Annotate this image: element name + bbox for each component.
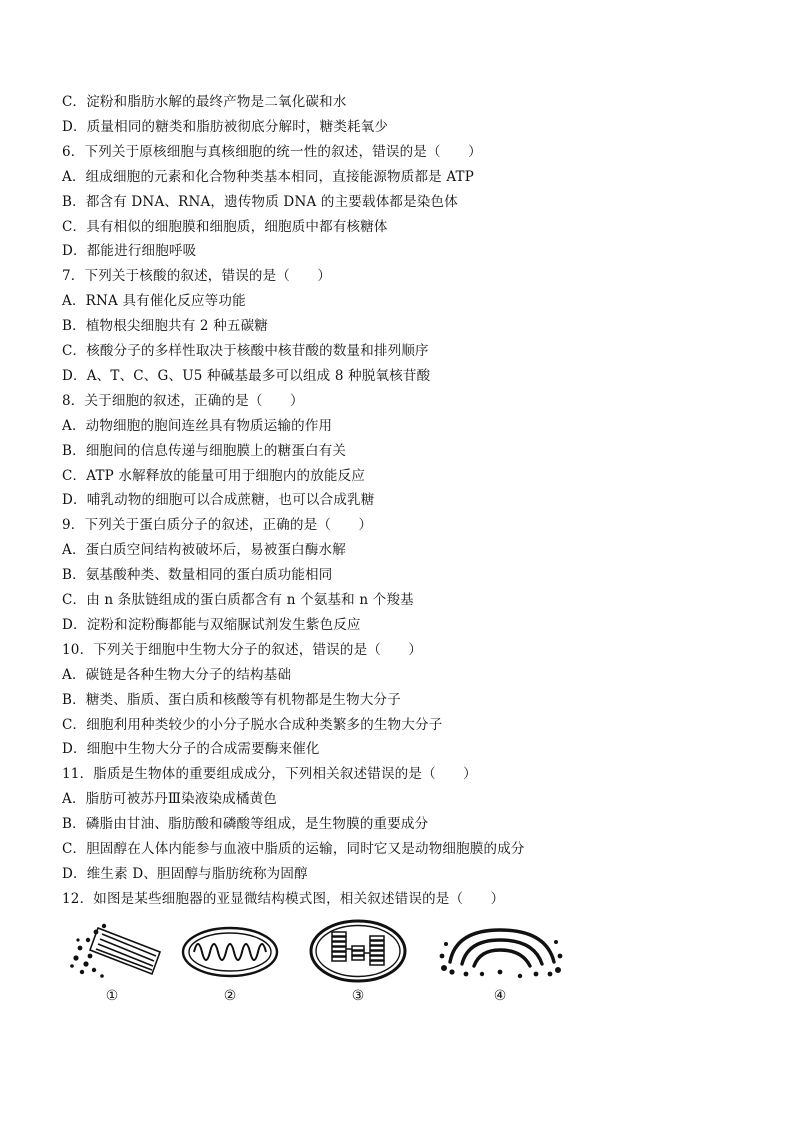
text-line: B．磷脂由甘油、脂肪酸和磷酸等组成，是生物膜的重要成分 [62, 816, 429, 833]
text-line: 6．下列关于原核细胞与真核细胞的统一性的叙述，错误的是（ ） [62, 143, 482, 160]
text-line: D．质量相同的糖类和脂肪被彻底分解时，糖类耗氧少 [62, 118, 389, 135]
text-line: A．碳链是各种生物大分子的结构基础 [62, 666, 292, 683]
text-line: D．哺乳动物的细胞可以合成蔗糖，也可以合成乳糖 [62, 492, 375, 509]
text-line: B．植物根尖细胞共有 2 种五碳糖 [62, 318, 268, 335]
figure-label-4: ④ [493, 988, 507, 1004]
text-line: C．具有相似的细胞膜和细胞质，细胞质中都有核糖体 [62, 218, 388, 235]
golgi-apparatus-icon [436, 922, 566, 984]
text-line: A．组成细胞的元素和化合物种类基本相同，直接能源物质都是 ATP [62, 168, 475, 185]
text-line: 11．脂质是生物体的重要组成成分，下列相关叙述错误的是（ ） [62, 766, 477, 783]
text-line: 9．下列关于蛋白质分子的叙述，正确的是（ ） [62, 517, 373, 534]
text-line: D．细胞中生物大分子的合成需要酶来催化 [62, 741, 320, 758]
figure-label-3: ③ [351, 988, 365, 1004]
text-line: D．维生素 D、胆固醇与脂肪统称为固醇 [62, 865, 308, 882]
text-line: D．都能进行细胞呼吸 [62, 243, 197, 260]
text-line: 7．下列关于核酸的叙述，错误的是（ ） [62, 268, 332, 285]
text-line: A．RNA 具有催化反应等功能 [62, 293, 246, 310]
endoplasmic-reticulum-icon [68, 918, 168, 982]
text-line: C．细胞利用种类较少的小分子脱水合成种类繁多的生物大分子 [62, 716, 443, 733]
chloroplast-icon [308, 918, 408, 984]
text-line: B．糖类、脂质、蛋白质和核酸等有机物都是生物大分子 [62, 691, 401, 708]
figure-label-2: ② [223, 988, 237, 1004]
text-line: C．ATP 水解释放的能量可用于细胞内的放能反应 [62, 467, 366, 484]
text-line: D．A、T、C、G、U5 种碱基最多可以组成 8 种脱氧核苷酸 [62, 367, 431, 384]
text-line: 10．下列关于细胞中生物大分子的叙述，错误的是（ ） [62, 641, 423, 658]
text-line: C．由 n 条肽链组成的蛋白质都含有 n 个氨基和 n 个羧基 [62, 592, 414, 608]
text-line: 12．如图是某些细胞器的亚显微结构模式图，相关叙述错误的是（ ） [62, 890, 505, 907]
text-line: C．核酸分子的多样性取决于核酸中核苷酸的数量和排列顺序 [62, 343, 429, 359]
text-line: A．动物细胞的胞间连丝具有物质运输的作用 [62, 417, 333, 434]
organelle-figure [62, 918, 572, 1018]
mitochondrion-icon [180, 924, 280, 980]
text-line: B．都含有 DNA、RNA，遗传物质 DNA 的主要载体都是染色体 [62, 193, 458, 210]
text-line: C．淀粉和脂肪水解的最终产物是二氧化碳和水 [62, 94, 347, 110]
text-line: A．蛋白质空间结构被破坏后，易被蛋白酶水解 [62, 542, 346, 559]
text-line: C．胆固醇在人体内能参与血液中脂质的运输，同时它又是动物细胞膜的成分 [62, 841, 525, 857]
text-line: 8．关于细胞的叙述，正确的是（ ） [62, 392, 304, 409]
figure-label-1: ① [105, 988, 119, 1004]
text-line: B．氨基酸种类、数量相同的蛋白质功能相同 [62, 567, 333, 584]
text-line: B．细胞间的信息传递与细胞膜上的糖蛋白有关 [62, 442, 347, 459]
text-line: D．淀粉和淀粉酶都能与双缩脲试剂发生紫色反应 [62, 616, 361, 633]
text-line: A．脂肪可被苏丹Ⅲ染液染成橘黄色 [62, 791, 277, 808]
